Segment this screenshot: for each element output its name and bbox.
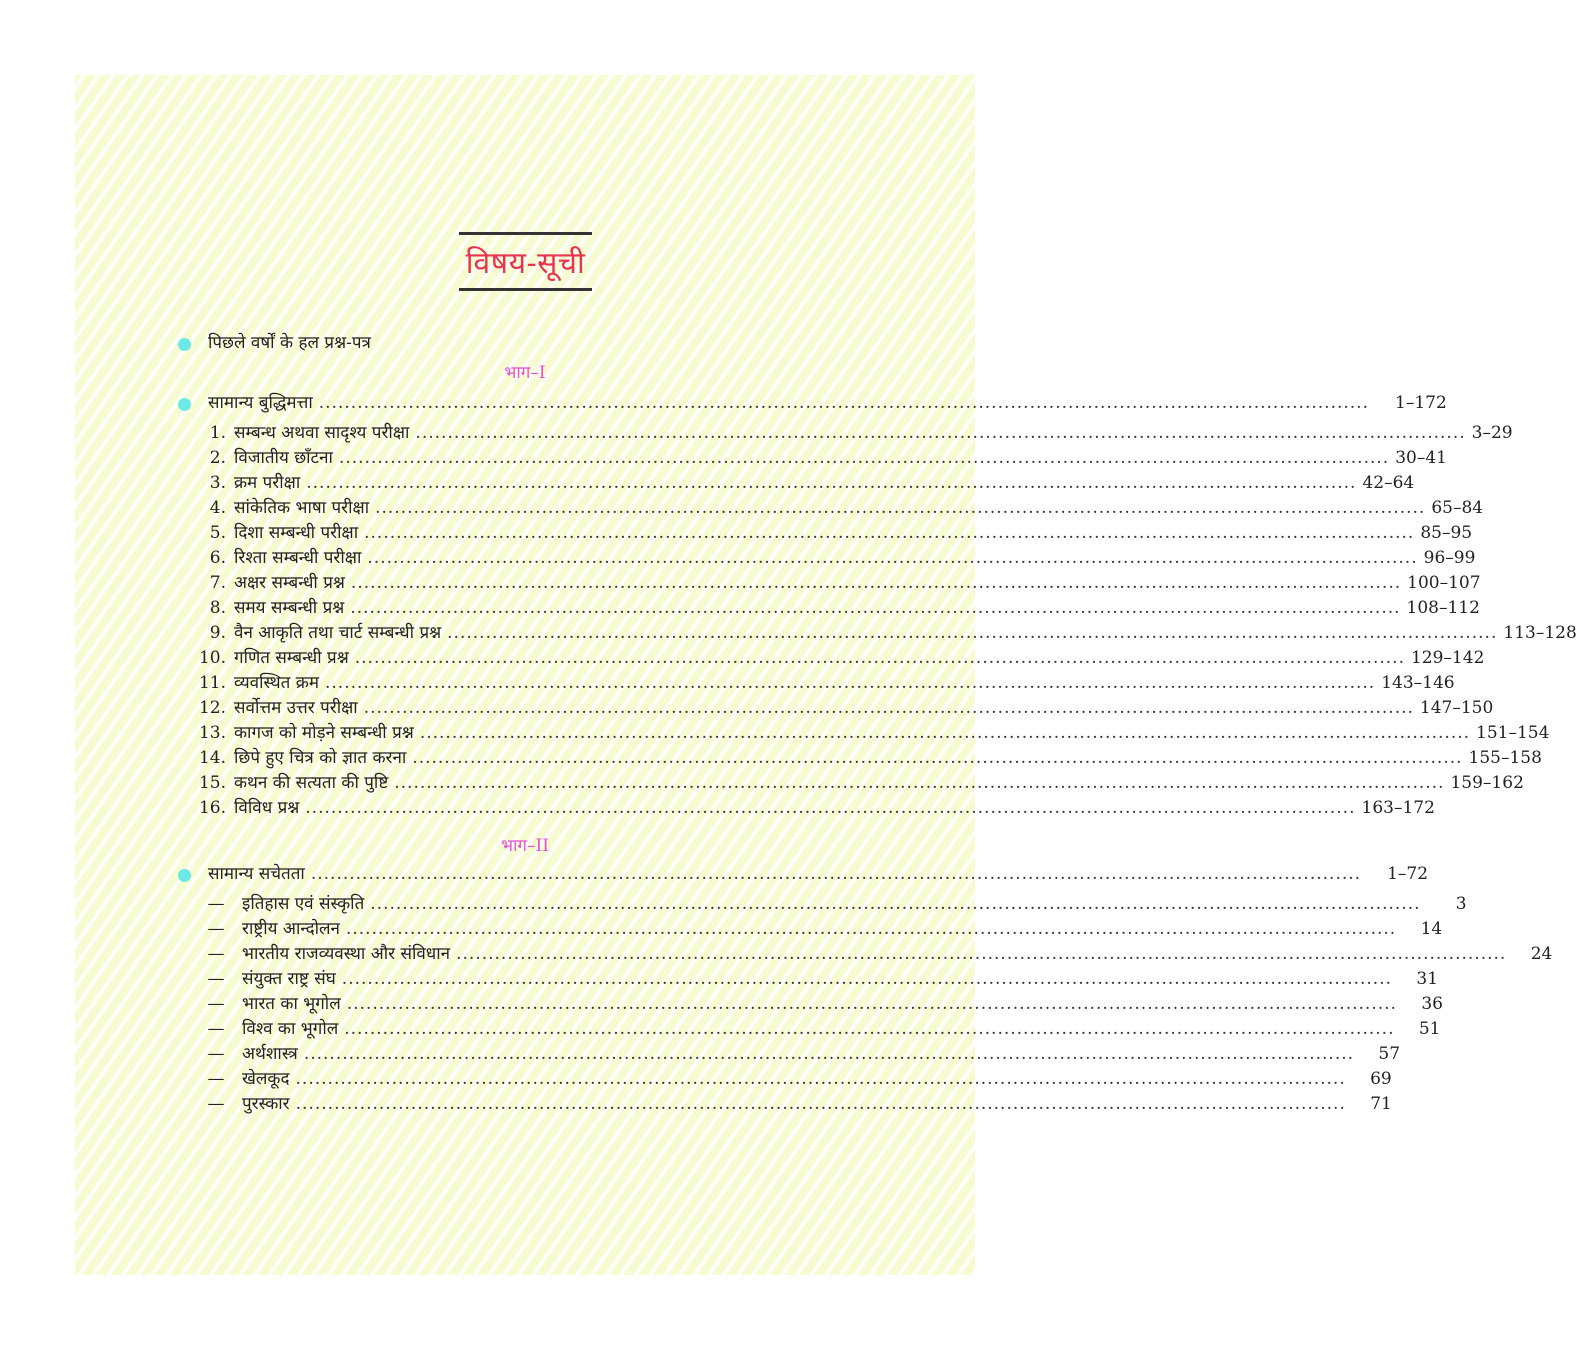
toc-row bbox=[206, 992, 1443, 1017]
item-number: 13. bbox=[198, 723, 226, 743]
dot-leader: .................................................................................................................................................................... bbox=[295, 1094, 1346, 1114]
toc-row bbox=[206, 1017, 1441, 1042]
item-pages: 129–142 bbox=[1410, 648, 1485, 668]
toc-row bbox=[206, 967, 1439, 992]
item-number: 3. bbox=[209, 473, 226, 493]
toc-row bbox=[198, 796, 1435, 821]
dot-leader: .................................................................................................................................................................... bbox=[364, 523, 1415, 543]
item-dash: — bbox=[207, 919, 225, 939]
dot-leader: .................................................................................................................................................................... bbox=[310, 864, 1362, 884]
toc-row bbox=[198, 571, 1481, 596]
item-label: दिशा सम्बन्धी परीक्षा bbox=[234, 523, 359, 543]
item-label: सांकेतिक भाषा परीक्षा bbox=[234, 498, 370, 518]
item-label: विश्व का भूगोल bbox=[242, 1019, 339, 1039]
dot-leader: .................................................................................................................................................................... bbox=[394, 773, 1445, 793]
item-label: कागज को मोड़ने सम्बन्धी प्रश्न bbox=[234, 723, 414, 743]
dot-leader: .................................................................................................................................................................... bbox=[350, 573, 1402, 593]
dot-leader: .................................................................................................................................................................... bbox=[324, 673, 1376, 693]
toc-row bbox=[198, 471, 1415, 496]
item-label: क्रम परीक्षा bbox=[234, 473, 301, 493]
item-pages: 71 bbox=[1370, 1094, 1392, 1114]
item-pages: 24 bbox=[1530, 944, 1553, 964]
item-pages: 159–162 bbox=[1450, 773, 1524, 793]
item-label: भारतीय राजव्यवस्था और संविधान bbox=[242, 944, 451, 964]
item-pages: 151–154 bbox=[1476, 723, 1550, 743]
item-pages: 85–95 bbox=[1420, 523, 1473, 543]
dot-leader: .................................................................................................................................................................... bbox=[456, 944, 1507, 964]
item-pages: 113–128 bbox=[1503, 623, 1577, 643]
title-box bbox=[459, 232, 592, 291]
item-label: छिपे हुए चित्र को ज्ञात करना bbox=[234, 748, 407, 768]
item-label: भारत का भूगोल bbox=[242, 994, 341, 1014]
item-pages: 3 bbox=[1455, 894, 1467, 914]
item-label: विजातीय छाँटना bbox=[234, 448, 333, 468]
dot-leader: .................................................................................................................................................................... bbox=[419, 723, 1471, 743]
dot-leader: .................................................................................................................................................................... bbox=[318, 393, 1369, 413]
item-label: अर्थशास्त्र bbox=[242, 1044, 298, 1064]
toc-row bbox=[198, 521, 1473, 546]
bullet-icon bbox=[178, 869, 191, 882]
item-dash: — bbox=[207, 1069, 225, 1089]
dot-leader: .................................................................................................................................................................... bbox=[412, 748, 1463, 768]
section-label: सामान्य बुद्धिमत्ता bbox=[208, 393, 313, 413]
item-label: समय सम्बन्धी प्रश्न bbox=[234, 598, 345, 618]
item-dash: — bbox=[207, 944, 225, 964]
part-2-heading: भाग–II bbox=[501, 836, 549, 856]
item-number: 10. bbox=[198, 648, 226, 668]
item-label: कथन की सत्यता की पुष्टि bbox=[234, 773, 389, 793]
toc-row bbox=[206, 1067, 1392, 1092]
item-pages: 51 bbox=[1418, 1019, 1441, 1039]
page-title: विषय-सूची bbox=[465, 246, 586, 281]
item-dash: — bbox=[207, 894, 225, 914]
dot-leader: .................................................................................................................................................................... bbox=[350, 598, 1401, 618]
item-pages: 143–146 bbox=[1381, 673, 1455, 693]
dot-leader: .................................................................................................................................................................... bbox=[344, 1019, 1395, 1039]
toc-row bbox=[198, 596, 1480, 621]
item-label: विविध प्रश्न bbox=[234, 798, 300, 818]
part-1-heading: भाग–I bbox=[504, 363, 546, 383]
item-label: संयुक्त राष्ट्र संघ bbox=[242, 969, 336, 989]
item-number: 6. bbox=[209, 548, 226, 568]
item-number: 4. bbox=[209, 498, 226, 518]
dot-leader: .................................................................................................................................................................... bbox=[303, 1044, 1355, 1064]
toc-row bbox=[198, 746, 1542, 771]
item-pages: 3–29 bbox=[1471, 423, 1513, 443]
toc-row bbox=[198, 546, 1476, 571]
toc-row bbox=[206, 1042, 1401, 1067]
toc-row bbox=[198, 496, 1484, 521]
item-label: वैन आकृति तथा चार्ट सम्बन्धी प्रश्न bbox=[234, 623, 442, 643]
dot-leader: .................................................................................................................................................................... bbox=[415, 423, 1466, 443]
dot-leader: .................................................................................................................................................................... bbox=[354, 648, 1405, 668]
dot-leader: .................................................................................................................................................................... bbox=[367, 548, 1418, 568]
dot-leader: .................................................................................................................................................................... bbox=[375, 498, 1426, 518]
item-pages: 163–172 bbox=[1361, 798, 1435, 818]
item-label: सम्बन्ध अथवा सादृश्य परीक्षा bbox=[234, 423, 410, 443]
item-dash: — bbox=[207, 1019, 225, 1039]
item-label: सर्वोत्तम उत्तर परीक्षा bbox=[234, 698, 358, 718]
dot-leader: .................................................................................................................................................................... bbox=[363, 698, 1414, 718]
toc-row bbox=[198, 671, 1455, 696]
item-label: गणित सम्बन्धी प्रश्न bbox=[234, 648, 349, 668]
bullet-icon bbox=[178, 398, 191, 411]
previous-papers-entry: पिछले वर्षों के हल प्रश्न-पत्र bbox=[208, 333, 371, 353]
toc-row bbox=[198, 646, 1485, 671]
item-pages: 100–107 bbox=[1407, 573, 1481, 593]
item-pages: 69 bbox=[1370, 1069, 1392, 1089]
item-pages: 31 bbox=[1416, 969, 1439, 989]
item-label: पुरस्कार bbox=[242, 1094, 290, 1114]
item-dash: — bbox=[207, 1094, 225, 1114]
section-label: सामान्य सचेतता bbox=[208, 864, 305, 884]
toc-row bbox=[198, 771, 1524, 796]
toc-row bbox=[198, 421, 1513, 446]
item-label: राष्ट्रीय आन्दोलन bbox=[242, 919, 340, 939]
item-number: 16. bbox=[198, 798, 226, 818]
section-pages: 1–72 bbox=[1387, 864, 1429, 884]
toc-row bbox=[198, 721, 1550, 746]
item-pages: 65–84 bbox=[1431, 498, 1484, 518]
item-dash: — bbox=[207, 1044, 225, 1064]
toc-section-row bbox=[208, 862, 1429, 887]
item-number: 7. bbox=[209, 573, 226, 593]
dot-leader: .................................................................................................................................................................... bbox=[370, 894, 1421, 914]
dot-leader: .................................................................................................................................................................... bbox=[447, 623, 1498, 643]
item-pages: 57 bbox=[1378, 1044, 1401, 1064]
item-dash: — bbox=[207, 994, 225, 1014]
item-label: इतिहास एवं संस्कृति bbox=[242, 894, 365, 914]
item-number: 12. bbox=[198, 698, 226, 718]
item-pages: 155–158 bbox=[1468, 748, 1542, 768]
toc-row bbox=[206, 892, 1467, 917]
toc-row bbox=[206, 917, 1443, 942]
toc-row bbox=[206, 942, 1553, 967]
item-number: 5. bbox=[209, 523, 226, 543]
item-label: व्यवस्थित क्रम bbox=[234, 673, 319, 693]
toc-row bbox=[198, 696, 1494, 721]
item-number: 8. bbox=[209, 598, 226, 618]
item-number: 1. bbox=[209, 423, 226, 443]
item-number: 15. bbox=[198, 773, 226, 793]
section-pages: 1–172 bbox=[1395, 393, 1447, 413]
item-number: 2. bbox=[209, 448, 226, 468]
item-pages: 108–112 bbox=[1406, 598, 1480, 618]
item-pages: 30–41 bbox=[1395, 448, 1447, 468]
item-number: 11. bbox=[198, 673, 226, 693]
item-number: 9. bbox=[209, 623, 226, 643]
item-pages: 36 bbox=[1421, 994, 1443, 1014]
item-number: 14. bbox=[198, 748, 226, 768]
dot-leader: .................................................................................................................................................................... bbox=[346, 994, 1397, 1014]
dot-leader: .................................................................................................................................................................... bbox=[295, 1069, 1346, 1089]
item-label: खेलकूद bbox=[242, 1069, 290, 1089]
dot-leader: .................................................................................................................................................................... bbox=[338, 448, 1390, 468]
item-pages: 147–150 bbox=[1419, 698, 1494, 718]
item-pages: 42–64 bbox=[1362, 473, 1415, 493]
toc-section-row bbox=[208, 391, 1447, 416]
dot-leader: .................................................................................................................................................................... bbox=[305, 798, 1356, 818]
item-pages: 96–99 bbox=[1423, 548, 1476, 568]
toc-row bbox=[206, 1092, 1392, 1117]
bullet-icon bbox=[178, 338, 191, 351]
item-label: रिश्ता सम्बन्धी परीक्षा bbox=[234, 548, 362, 568]
toc-row bbox=[198, 446, 1447, 471]
item-pages: 14 bbox=[1420, 919, 1443, 939]
item-label: अक्षर सम्बन्धी प्रश्न bbox=[234, 573, 345, 593]
dot-leader: .................................................................................................................................................................... bbox=[306, 473, 1357, 493]
item-dash: — bbox=[207, 969, 225, 989]
toc-row bbox=[198, 621, 1577, 646]
dot-leader: .................................................................................................................................................................... bbox=[345, 919, 1397, 939]
dot-leader: .................................................................................................................................................................... bbox=[341, 969, 1393, 989]
